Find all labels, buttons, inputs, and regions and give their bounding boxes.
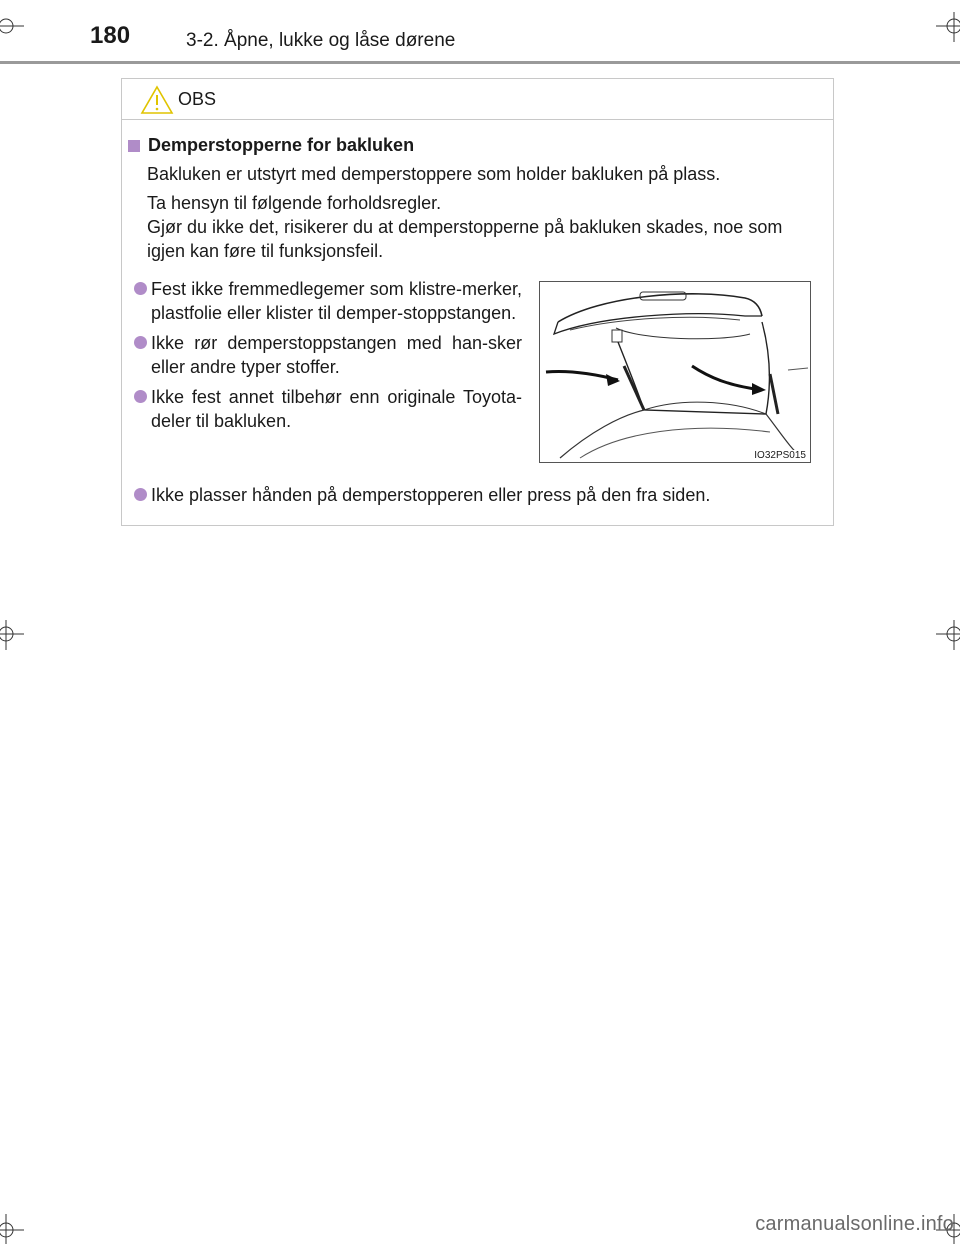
watermark: carmanualsonline.info bbox=[755, 1213, 954, 1235]
list-item bbox=[134, 277, 522, 325]
crop-mark-top-left bbox=[0, 12, 24, 42]
list-item-text: Ikke plasser hånden på demperstopperen eller press på den fra siden. bbox=[151, 485, 711, 505]
paragraph-precautions-line1: Ta hensyn til følgende forholdsregler. bbox=[147, 193, 442, 213]
square-bullet-icon bbox=[128, 140, 140, 152]
bullet-dot-icon bbox=[134, 390, 147, 403]
notice-heading-text: Demperstopperne for bakluken bbox=[148, 135, 415, 155]
notice-box bbox=[121, 78, 834, 526]
crop-mark-mid-right bbox=[936, 620, 960, 650]
figure-code: IO32PS015 bbox=[754, 450, 806, 461]
crop-mark-top-right bbox=[936, 12, 960, 42]
header-divider bbox=[0, 61, 960, 64]
paragraph-precautions-line2: Gjør du ikke det, risikerer du at demperstopperne på bakluken skades, noe som igjen kan føre til funksjonsfeil. bbox=[147, 217, 783, 261]
tailgate-illustration bbox=[539, 281, 811, 463]
notice-heading bbox=[128, 135, 414, 156]
paragraph-precautions bbox=[147, 191, 825, 263]
list-item-text: Ikke fest annet tilbehør enn originale Toyota-deler til bakluken. bbox=[151, 387, 522, 431]
crop-mark-bottom-left bbox=[0, 1214, 24, 1244]
section-title: 3-2. Åpne, lukke og låse dørene bbox=[186, 30, 456, 51]
list-item bbox=[134, 331, 522, 379]
crop-mark-mid-left bbox=[0, 620, 24, 650]
bullet-dot-icon bbox=[134, 282, 147, 295]
list-item bbox=[134, 483, 824, 507]
notice-label: OBS bbox=[178, 89, 217, 109]
list-item bbox=[134, 385, 522, 433]
warning-triangle-icon bbox=[140, 85, 174, 115]
list-item-text: Fest ikke fremmedlegemer som klistre-merker, plastfolie eller klister til demper-stoppstangen. bbox=[151, 279, 522, 323]
page-number: 180 bbox=[90, 22, 131, 49]
paragraph-intro: Bakluken er utstyrt med demperstoppere som holder bakluken på plass. bbox=[147, 164, 721, 184]
notice-header bbox=[122, 79, 833, 120]
bullet-dot-icon bbox=[134, 488, 147, 501]
precaution-list bbox=[134, 277, 522, 439]
tailgate-drawing bbox=[540, 282, 810, 462]
bullet-dot-icon bbox=[134, 336, 147, 349]
list-item-text: Ikke rør demperstoppstangen med han-sker eller andre typer stoffer. bbox=[151, 333, 522, 377]
